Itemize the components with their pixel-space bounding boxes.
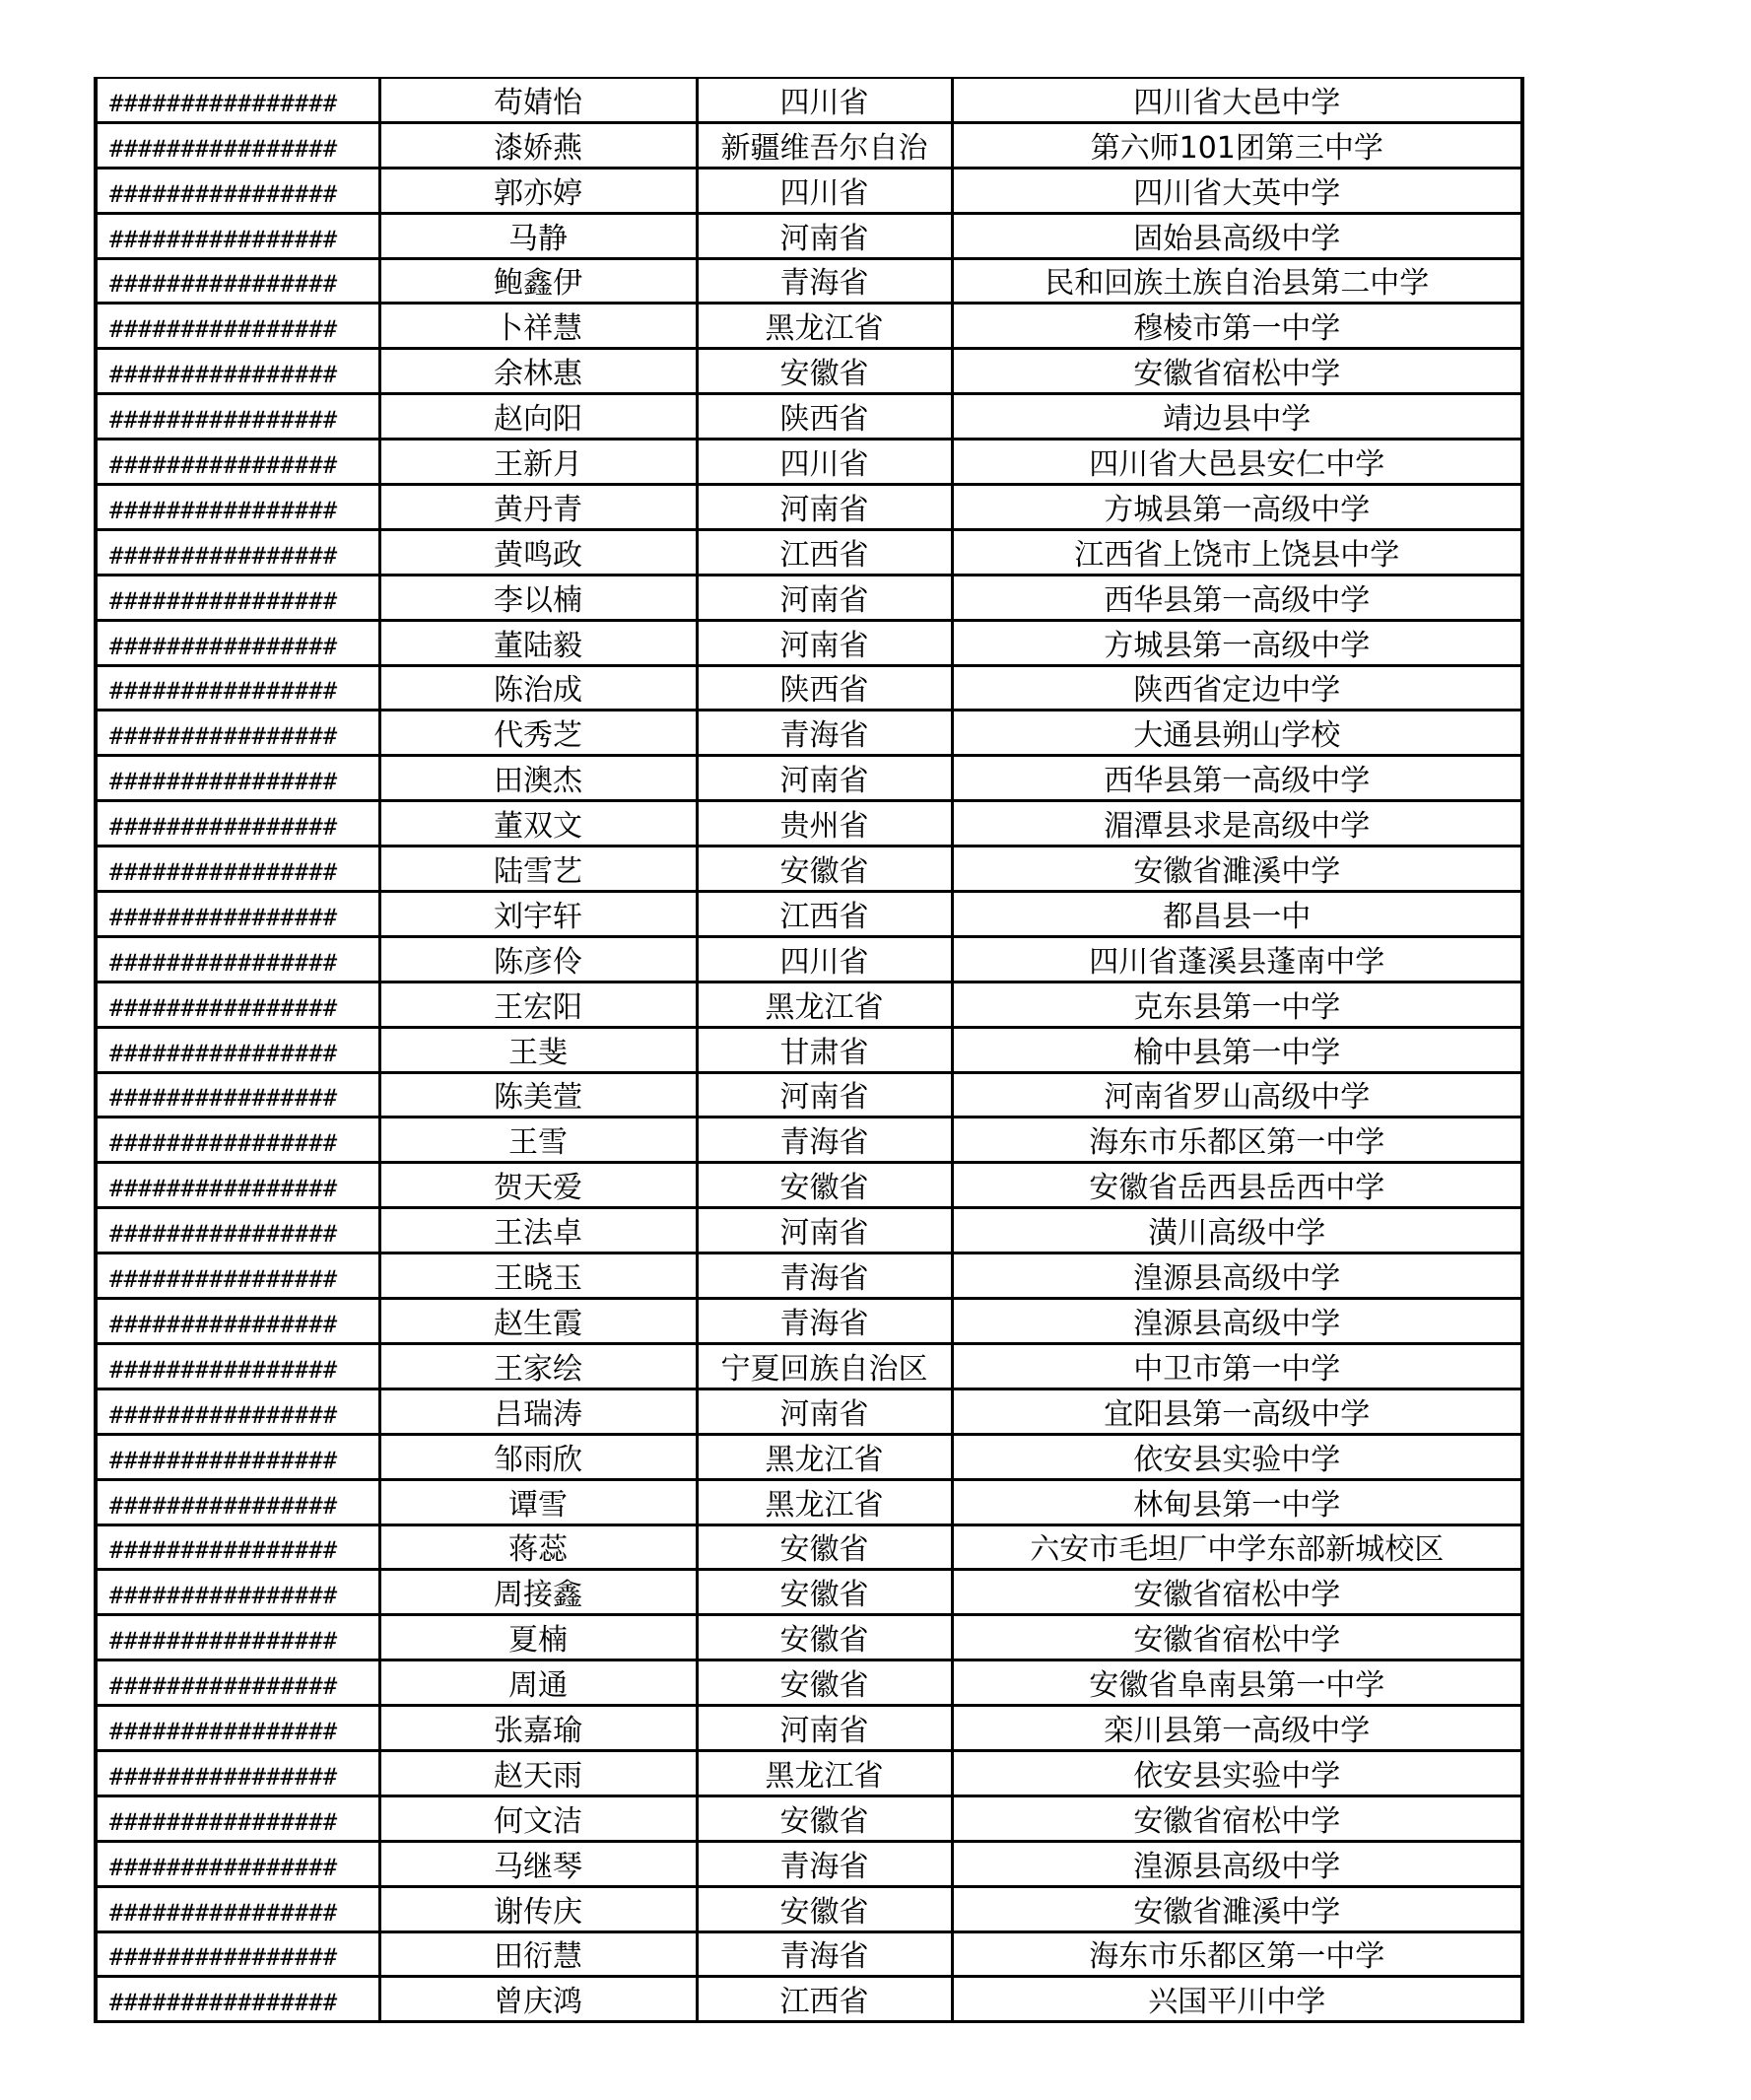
table-row bbox=[96, 1977, 1522, 2022]
school-cell: 西华县第一高级中学 bbox=[952, 575, 1522, 620]
province-cell: 河南省 bbox=[697, 1072, 952, 1118]
table-row bbox=[96, 1299, 1522, 1344]
school-cell: 大通县朔山学校 bbox=[952, 711, 1522, 756]
name-cell: 苟婧怡 bbox=[379, 78, 697, 122]
table-row bbox=[96, 847, 1522, 892]
id-cell: ################ bbox=[96, 440, 379, 485]
id-cell: ################ bbox=[96, 1479, 379, 1524]
school-cell: 湟源县高级中学 bbox=[952, 1841, 1522, 1886]
province-cell: 河南省 bbox=[697, 620, 952, 665]
id-cell: ################ bbox=[96, 847, 379, 892]
name-cell: 王雪 bbox=[379, 1118, 697, 1163]
province-cell: 四川省 bbox=[697, 78, 952, 122]
school-cell: 固始县高级中学 bbox=[952, 213, 1522, 258]
table-row bbox=[96, 304, 1522, 349]
school-cell: 安徽省宿松中学 bbox=[952, 1795, 1522, 1841]
name-cell: 郭亦婷 bbox=[379, 168, 697, 213]
province-cell: 黑龙江省 bbox=[697, 1750, 952, 1795]
name-cell: 王宏阳 bbox=[379, 982, 697, 1027]
name-cell: 黄丹青 bbox=[379, 485, 697, 530]
school-cell: 都昌县一中 bbox=[952, 892, 1522, 937]
name-cell: 董双文 bbox=[379, 801, 697, 847]
name-cell: 田衍慧 bbox=[379, 1931, 697, 1977]
name-cell: 赵生霞 bbox=[379, 1299, 697, 1344]
table-row bbox=[96, 936, 1522, 982]
table-row bbox=[96, 982, 1522, 1027]
province-cell: 青海省 bbox=[697, 1118, 952, 1163]
table-row bbox=[96, 575, 1522, 620]
school-cell: 安徽省阜南县第一中学 bbox=[952, 1660, 1522, 1706]
id-cell: ################ bbox=[96, 1570, 379, 1615]
name-cell: 刘宇轩 bbox=[379, 892, 697, 937]
province-cell: 陕西省 bbox=[697, 665, 952, 711]
province-cell: 江西省 bbox=[697, 892, 952, 937]
roster-table bbox=[94, 77, 1524, 2023]
table-row bbox=[96, 1253, 1522, 1299]
school-cell: 第六师101团第三中学 bbox=[952, 122, 1522, 168]
school-cell: 六安市毛坦厂中学东部新城校区 bbox=[952, 1524, 1522, 1570]
id-cell: ################ bbox=[96, 1886, 379, 1931]
id-cell: ################ bbox=[96, 1072, 379, 1118]
province-cell: 青海省 bbox=[697, 1253, 952, 1299]
table-row bbox=[96, 1118, 1522, 1163]
table-row bbox=[96, 1072, 1522, 1118]
name-cell: 漆娇燕 bbox=[379, 122, 697, 168]
id-cell: ################ bbox=[96, 1118, 379, 1163]
school-cell: 方城县第一高级中学 bbox=[952, 620, 1522, 665]
table-row bbox=[96, 1524, 1522, 1570]
id-cell: ################ bbox=[96, 1027, 379, 1072]
id-cell: ################ bbox=[96, 620, 379, 665]
name-cell: 周通 bbox=[379, 1660, 697, 1706]
id-cell: ################ bbox=[96, 1931, 379, 1977]
name-cell: 陆雪艺 bbox=[379, 847, 697, 892]
table-row bbox=[96, 1343, 1522, 1389]
school-cell: 方城县第一高级中学 bbox=[952, 485, 1522, 530]
province-cell: 安徽省 bbox=[697, 1163, 952, 1208]
school-cell: 安徽省宿松中学 bbox=[952, 349, 1522, 394]
name-cell: 余林惠 bbox=[379, 349, 697, 394]
school-cell: 四川省大邑中学 bbox=[952, 78, 1522, 122]
table-row bbox=[96, 529, 1522, 575]
name-cell: 王斐 bbox=[379, 1027, 697, 1072]
id-cell: ################ bbox=[96, 1299, 379, 1344]
table-row bbox=[96, 1841, 1522, 1886]
province-cell: 河南省 bbox=[697, 1389, 952, 1434]
name-cell: 马静 bbox=[379, 213, 697, 258]
id-cell: ################ bbox=[96, 78, 379, 122]
table-row bbox=[96, 1706, 1522, 1751]
school-cell: 克东县第一中学 bbox=[952, 982, 1522, 1027]
school-cell: 江西省上饶市上饶县中学 bbox=[952, 529, 1522, 575]
table-row bbox=[96, 1479, 1522, 1524]
table-row bbox=[96, 1931, 1522, 1977]
province-cell: 河南省 bbox=[697, 485, 952, 530]
table-row bbox=[96, 1886, 1522, 1931]
name-cell: 马继琴 bbox=[379, 1841, 697, 1886]
name-cell: 陈彦伶 bbox=[379, 936, 697, 982]
id-cell: ################ bbox=[96, 304, 379, 349]
province-cell: 青海省 bbox=[697, 1299, 952, 1344]
name-cell: 赵天雨 bbox=[379, 1750, 697, 1795]
id-cell: ################ bbox=[96, 529, 379, 575]
school-cell: 海东市乐都区第一中学 bbox=[952, 1118, 1522, 1163]
school-cell: 湟源县高级中学 bbox=[952, 1253, 1522, 1299]
school-cell: 湄潭县求是高级中学 bbox=[952, 801, 1522, 847]
name-cell: 贺天爱 bbox=[379, 1163, 697, 1208]
table-row bbox=[96, 78, 1522, 122]
name-cell: 李以楠 bbox=[379, 575, 697, 620]
name-cell: 代秀芝 bbox=[379, 711, 697, 756]
province-cell: 青海省 bbox=[697, 258, 952, 304]
province-cell: 黑龙江省 bbox=[697, 304, 952, 349]
id-cell: ################ bbox=[96, 1434, 379, 1479]
school-cell: 栾川县第一高级中学 bbox=[952, 1706, 1522, 1751]
school-cell: 兴国平川中学 bbox=[952, 1977, 1522, 2022]
province-cell: 青海省 bbox=[697, 1931, 952, 1977]
province-cell: 江西省 bbox=[697, 1977, 952, 2022]
id-cell: ################ bbox=[96, 1750, 379, 1795]
province-cell: 安徽省 bbox=[697, 847, 952, 892]
province-cell: 黑龙江省 bbox=[697, 982, 952, 1027]
table-row bbox=[96, 1615, 1522, 1660]
province-cell: 安徽省 bbox=[697, 1886, 952, 1931]
school-cell: 依安县实验中学 bbox=[952, 1434, 1522, 1479]
school-cell: 中卫市第一中学 bbox=[952, 1343, 1522, 1389]
school-cell: 安徽省濉溪中学 bbox=[952, 1886, 1522, 1931]
name-cell: 王晓玉 bbox=[379, 1253, 697, 1299]
province-cell: 安徽省 bbox=[697, 349, 952, 394]
name-cell: 田澳杰 bbox=[379, 756, 697, 801]
id-cell: ################ bbox=[96, 892, 379, 937]
table-row bbox=[96, 1660, 1522, 1706]
school-cell: 安徽省濉溪中学 bbox=[952, 847, 1522, 892]
school-cell: 西华县第一高级中学 bbox=[952, 756, 1522, 801]
province-cell: 新疆维吾尔自治 bbox=[697, 122, 952, 168]
id-cell: ################ bbox=[96, 575, 379, 620]
table-row bbox=[96, 258, 1522, 304]
province-cell: 河南省 bbox=[697, 575, 952, 620]
table-row bbox=[96, 620, 1522, 665]
name-cell: 吕瑞涛 bbox=[379, 1389, 697, 1434]
id-cell: ################ bbox=[96, 122, 379, 168]
id-cell: ################ bbox=[96, 258, 379, 304]
id-cell: ################ bbox=[96, 982, 379, 1027]
roster-table-body bbox=[96, 78, 1522, 2022]
school-cell: 民和回族土族自治县第二中学 bbox=[952, 258, 1522, 304]
id-cell: ################ bbox=[96, 1706, 379, 1751]
id-cell: ################ bbox=[96, 1389, 379, 1434]
id-cell: ################ bbox=[96, 711, 379, 756]
name-cell: 夏楠 bbox=[379, 1615, 697, 1660]
province-cell: 河南省 bbox=[697, 1208, 952, 1253]
id-cell: ################ bbox=[96, 1163, 379, 1208]
name-cell: 鲍鑫伊 bbox=[379, 258, 697, 304]
table-row bbox=[96, 801, 1522, 847]
name-cell: 董陆毅 bbox=[379, 620, 697, 665]
id-cell: ################ bbox=[96, 1208, 379, 1253]
school-cell: 宜阳县第一高级中学 bbox=[952, 1389, 1522, 1434]
id-cell: ################ bbox=[96, 936, 379, 982]
province-cell: 河南省 bbox=[697, 756, 952, 801]
id-cell: ################ bbox=[96, 665, 379, 711]
id-cell: ################ bbox=[96, 349, 379, 394]
province-cell: 安徽省 bbox=[697, 1615, 952, 1660]
table-row bbox=[96, 168, 1522, 213]
table-row bbox=[96, 440, 1522, 485]
name-cell: 周接鑫 bbox=[379, 1570, 697, 1615]
id-cell: ################ bbox=[96, 1841, 379, 1886]
table-row bbox=[96, 1795, 1522, 1841]
school-cell: 潢川高级中学 bbox=[952, 1208, 1522, 1253]
table-row bbox=[96, 1389, 1522, 1434]
province-cell: 陕西省 bbox=[697, 394, 952, 440]
province-cell: 安徽省 bbox=[697, 1524, 952, 1570]
table-row bbox=[96, 1750, 1522, 1795]
table-row bbox=[96, 349, 1522, 394]
province-cell: 安徽省 bbox=[697, 1570, 952, 1615]
name-cell: 谢传庆 bbox=[379, 1886, 697, 1931]
province-cell: 河南省 bbox=[697, 1706, 952, 1751]
school-cell: 榆中县第一中学 bbox=[952, 1027, 1522, 1072]
table-row bbox=[96, 1163, 1522, 1208]
table-row bbox=[96, 485, 1522, 530]
school-cell: 安徽省宿松中学 bbox=[952, 1615, 1522, 1660]
name-cell: 王家绘 bbox=[379, 1343, 697, 1389]
school-cell: 四川省大英中学 bbox=[952, 168, 1522, 213]
id-cell: ################ bbox=[96, 1253, 379, 1299]
province-cell: 黑龙江省 bbox=[697, 1479, 952, 1524]
table-row bbox=[96, 1027, 1522, 1072]
id-cell: ################ bbox=[96, 1795, 379, 1841]
school-cell: 安徽省岳西县岳西中学 bbox=[952, 1163, 1522, 1208]
name-cell: 张嘉瑜 bbox=[379, 1706, 697, 1751]
province-cell: 四川省 bbox=[697, 168, 952, 213]
id-cell: ################ bbox=[96, 1615, 379, 1660]
school-cell: 穆棱市第一中学 bbox=[952, 304, 1522, 349]
table-row bbox=[96, 665, 1522, 711]
id-cell: ################ bbox=[96, 1524, 379, 1570]
name-cell: 谭雪 bbox=[379, 1479, 697, 1524]
name-cell: 邹雨欣 bbox=[379, 1434, 697, 1479]
name-cell: 赵向阳 bbox=[379, 394, 697, 440]
school-cell: 湟源县高级中学 bbox=[952, 1299, 1522, 1344]
table-row bbox=[96, 213, 1522, 258]
name-cell: 黄鸣政 bbox=[379, 529, 697, 575]
province-cell: 青海省 bbox=[697, 711, 952, 756]
table-row bbox=[96, 1208, 1522, 1253]
province-cell: 江西省 bbox=[697, 529, 952, 575]
id-cell: ################ bbox=[96, 1977, 379, 2022]
province-cell: 甘肃省 bbox=[697, 1027, 952, 1072]
school-cell: 靖边县中学 bbox=[952, 394, 1522, 440]
id-cell: ################ bbox=[96, 168, 379, 213]
id-cell: ################ bbox=[96, 756, 379, 801]
name-cell: 王法卓 bbox=[379, 1208, 697, 1253]
table-row bbox=[96, 892, 1522, 937]
id-cell: ################ bbox=[96, 213, 379, 258]
province-cell: 四川省 bbox=[697, 440, 952, 485]
province-cell: 贵州省 bbox=[697, 801, 952, 847]
school-cell: 林甸县第一中学 bbox=[952, 1479, 1522, 1524]
id-cell: ################ bbox=[96, 801, 379, 847]
province-cell: 宁夏回族自治区 bbox=[697, 1343, 952, 1389]
province-cell: 安徽省 bbox=[697, 1660, 952, 1706]
province-cell: 四川省 bbox=[697, 936, 952, 982]
school-cell: 四川省大邑县安仁中学 bbox=[952, 440, 1522, 485]
province-cell: 黑龙江省 bbox=[697, 1434, 952, 1479]
table-row bbox=[96, 122, 1522, 168]
id-cell: ################ bbox=[96, 1660, 379, 1706]
table-row bbox=[96, 1570, 1522, 1615]
school-cell: 河南省罗山高级中学 bbox=[952, 1072, 1522, 1118]
school-cell: 安徽省宿松中学 bbox=[952, 1570, 1522, 1615]
name-cell: 蒋蕊 bbox=[379, 1524, 697, 1570]
table-row bbox=[96, 756, 1522, 801]
table-row bbox=[96, 711, 1522, 756]
name-cell: 陈治成 bbox=[379, 665, 697, 711]
id-cell: ################ bbox=[96, 485, 379, 530]
name-cell: 卜祥慧 bbox=[379, 304, 697, 349]
province-cell: 安徽省 bbox=[697, 1795, 952, 1841]
school-cell: 四川省蓬溪县蓬南中学 bbox=[952, 936, 1522, 982]
province-cell: 河南省 bbox=[697, 213, 952, 258]
table-row bbox=[96, 394, 1522, 440]
id-cell: ################ bbox=[96, 1343, 379, 1389]
school-cell: 陕西省定边中学 bbox=[952, 665, 1522, 711]
province-cell: 青海省 bbox=[697, 1841, 952, 1886]
name-cell: 陈美萱 bbox=[379, 1072, 697, 1118]
name-cell: 曾庆鸿 bbox=[379, 1977, 697, 2022]
school-cell: 依安县实验中学 bbox=[952, 1750, 1522, 1795]
table-row bbox=[96, 1434, 1522, 1479]
name-cell: 何文洁 bbox=[379, 1795, 697, 1841]
id-cell: ################ bbox=[96, 394, 379, 440]
name-cell: 王新月 bbox=[379, 440, 697, 485]
school-cell: 海东市乐都区第一中学 bbox=[952, 1931, 1522, 1977]
